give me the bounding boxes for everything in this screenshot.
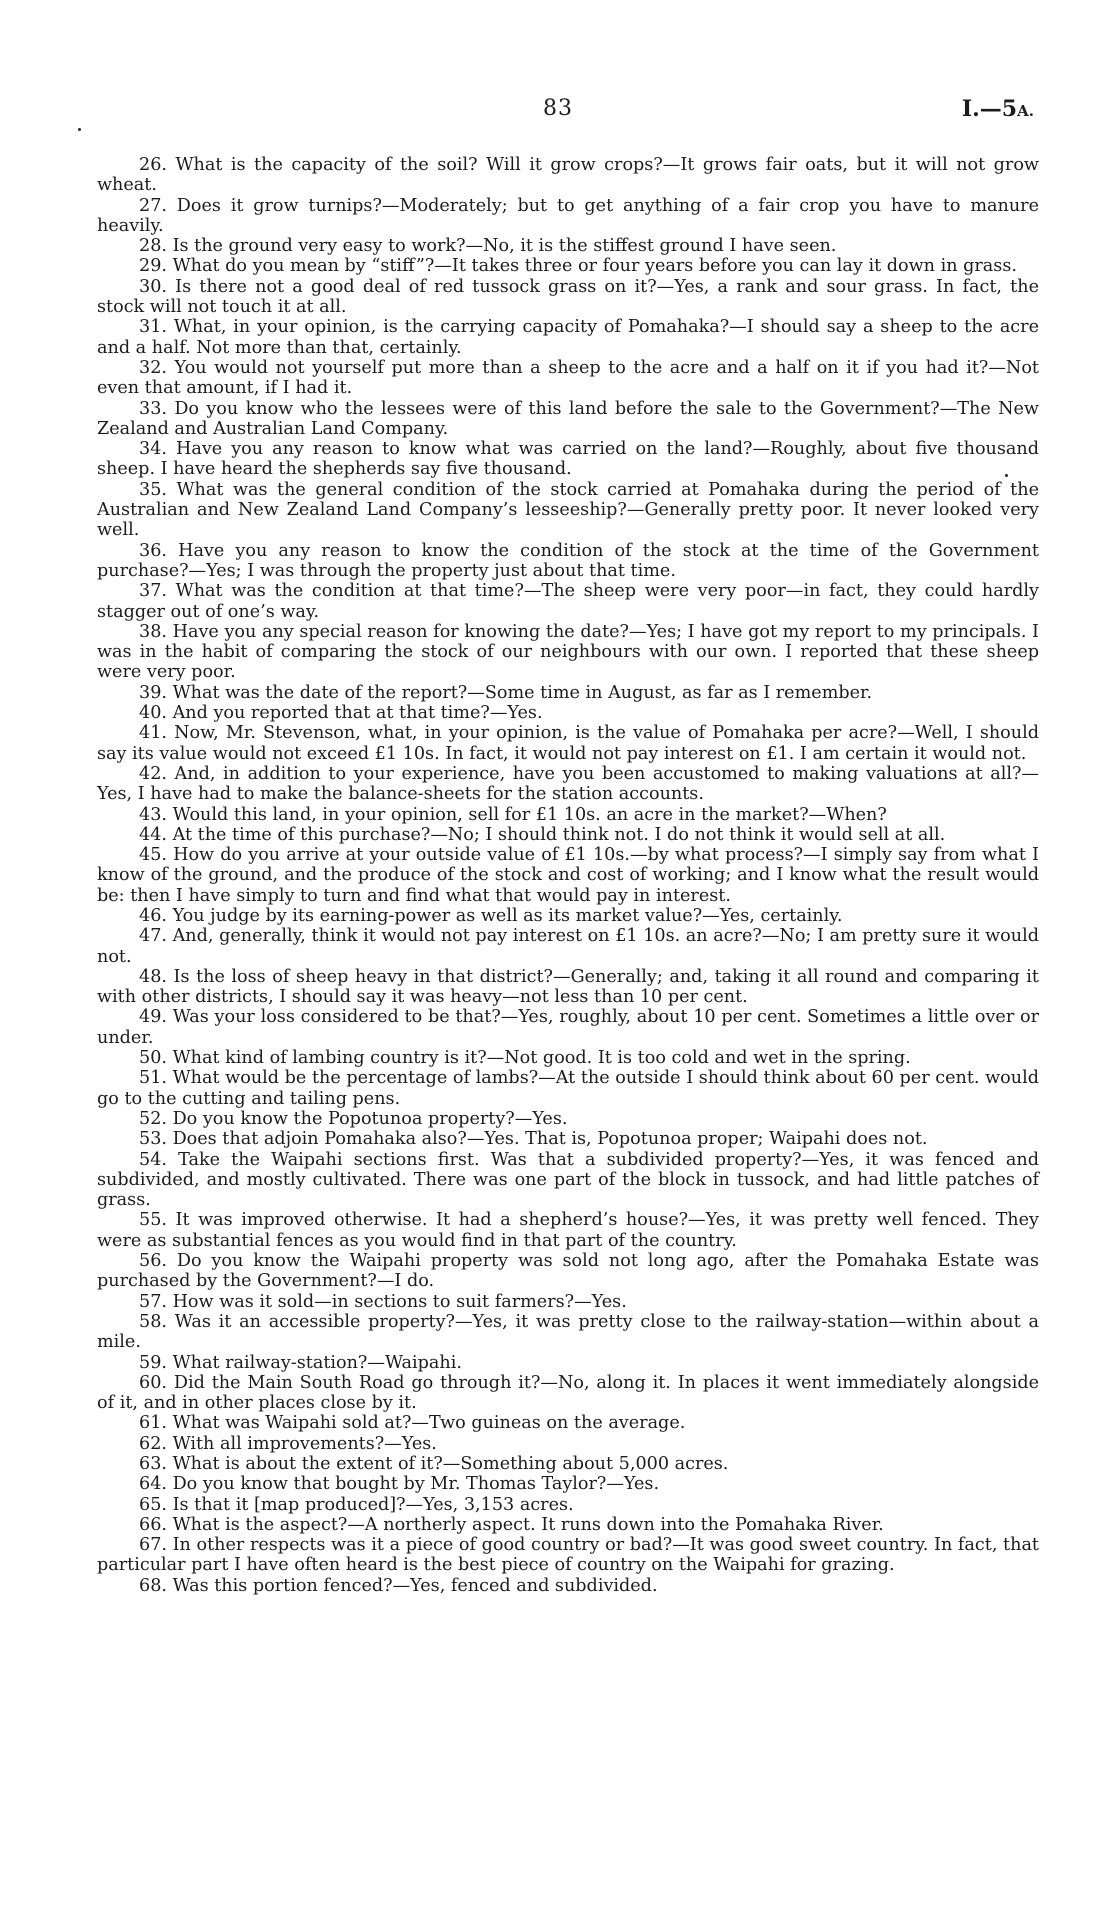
page-header: [0, 96, 1114, 130]
testimony-paragraph: 38. Have you any special reason for knowing the date?—Yes; I have got my report to my principals. I was in the habit of comparing the stock of our neighbours with our own. I reported that these sheep were very poor.: [97, 621, 1039, 683]
document-reference-main: I.—5: [961, 96, 1018, 122]
testimony-paragraph: 41. Now, Mr. Stevenson, what, in your opinion, is the value of Pomahaka per acre?—Well, I should say its value would not exceed £1 10s. In fact, it would not pay interest on £1. I am certain it would not.: [97, 723, 1039, 764]
testimony-paragraph: 53. Does that adjoin Pomahaka also?—Yes. That is, Popotunoa proper; Waipahi does not.: [139, 1129, 928, 1150]
testimony-paragraph: 65. Is that it [map produced]?—Yes, 3,153 acres.: [139, 1494, 574, 1515]
testimony-paragraph: 50. What kind of lambing country is it?—Not good. It is too cold and wet in the spring.: [139, 1048, 911, 1069]
testimony-paragraph: 28. Is the ground very easy to work?—No, it is the stiffest ground I have seen.: [139, 236, 837, 257]
testimony-paragraph: 34. Have you any reason to know what was carried on the land?—Roughly, about five thousand sheep. I have heard the shepherds say five thousand.: [97, 439, 1039, 480]
testimony-paragraph: 67. In other respects was it a piece of good country or bad?—It was good sweet country. In fact, that particular part I have often heard is the best piece of country on the Waipahi for grazing.: [97, 1535, 1039, 1576]
testimony-paragraph: 35. What was the general condition of the stock carried at Pomahaka during the period of the Australian and New Zealand Land Company’s lesseeship?—Generally pretty poor. It never looked very well.: [97, 479, 1039, 541]
testimony-paragraph: 66. What is the aspect?—A northerly aspect. It runs down into the Pomahaka River.: [139, 1514, 884, 1535]
testimony-paragraph: 32. You would not yourself put more than a sheep to the acre and a half on it if you had it?—Not even that amount, if I had it.: [97, 357, 1039, 399]
testimony-paragraph: 43. Would this land, in your opinion, sell for £1 10s. an acre in the market?—When?: [139, 804, 887, 825]
testimony-paragraph: 42. And, in addition to your experience, have you been accustomed to making valuations at all?—Yes, I have had to make the balance-sheets for the station accounts.: [97, 763, 1039, 805]
testimony-paragraph: 31. What, in your opinion, is the carrying capacity of Pomahaka?—I should say a sheep to the acre and a half. Not more than that, certainly.: [97, 317, 1039, 358]
testimony-paragraph: 39. What was the date of the report?—Some time in August, as far as I remember.: [139, 682, 873, 703]
document-reference: [962, 96, 1034, 122]
testimony-paragraph: 57. How was it sold—in sections to suit farmers?—Yes.: [139, 1291, 627, 1312]
testimony-paragraph: 59. What railway-station?—Waipahi.: [139, 1352, 462, 1373]
testimony-paragraph: 40. And you reported that at that time?—Yes.: [139, 703, 543, 724]
testimony-paragraph: 26. What is the capacity of the soil? Will it grow crops?—It grows fair oats, but it will not grow wheat.: [97, 155, 1039, 196]
testimony-body: [97, 155, 1039, 1596]
testimony-paragraph: 63. What is about the extent of it?—Something about 5,000 acres.: [139, 1454, 729, 1474]
testimony-paragraph: 51. What would be the percentage of lambs?—At the outside I should think about 60 per cent. would go to the cutting and tailing pens.: [97, 1068, 1039, 1109]
testimony-paragraph: 55. It was improved otherwise. It had a shepherd’s house?—Yes, it was pretty well fenced. They were as substantial fences as you would find in that part of the country.: [97, 1210, 1039, 1251]
testimony-paragraph: 44. At the time of this purchase?—No; I should think not. I do not think it would sell at all.: [139, 824, 946, 845]
testimony-paragraph: 61. What was Waipahi sold at?—Two guineas on the average.: [139, 1413, 686, 1434]
testimony-paragraph: 30. Is there not a good deal of red tussock grass on it?—Yes, a rank and sour grass. In fact, the stock will not touch it at all.: [97, 276, 1039, 318]
testimony-paragraph: 58. Was it an accessible property?—Yes, it was pretty close to the railway-station—within about a mile.: [97, 1311, 1039, 1353]
testimony-paragraph: 49. Was your loss considered to be that?—Yes, roughly, about 10 per cent. Sometimes a little over or under.: [97, 1007, 1039, 1048]
testimony-paragraph: 56. Do you know the Waipahi property was sold not long ago, after the Pomahaka Estate was purchased by the Government?—I do.: [97, 1251, 1039, 1292]
testimony-paragraph: 37. What was the condition at that time?—The sheep were very poor—in fact, they could hardly stagger out of one’s way.: [97, 581, 1039, 622]
testimony-paragraph: 45. How do you arrive at your outside value of £1 10s.—by what process?—I simply say from what I know of the ground, and the produce of the stock and cost of working; and I know what the result would be: then I have simply to turn and find what that would pay in interest.: [97, 845, 1039, 906]
testimony-paragraph: 54. Take the Waipahi sections first. Was that a subdivided property?—Yes, it was fenced and subdivided, and mostly cultivated. There was one part of the block in tussock, and had little patches of grass.: [97, 1149, 1039, 1211]
testimony-paragraph: 68. Was this portion fenced?—Yes, fenced and subdivided.: [139, 1575, 658, 1596]
document-reference-suffix: A.: [1017, 102, 1034, 120]
testimony-paragraph: 33. Do you know who the lessees were of this land before the sale to the Government?—The New Zealand and Australian Land Company.: [97, 398, 1039, 439]
testimony-paragraph: 64. Do you know that bought by Mr. Thomas Taylor?—Yes.: [139, 1474, 660, 1495]
testimony-paragraph: 27. Does it grow turnips?—Moderately; but to get anything of a fair crop you have to manure heavily.: [97, 195, 1039, 236]
testimony-paragraph: 46. You judge by its earning-power as well as its market value?—Yes, certainly.: [139, 905, 843, 926]
testimony-paragraph: 52. Do you know the Popotunoa property?—Yes.: [139, 1108, 568, 1129]
testimony-paragraph: 47. And, generally, think it would not pay interest on £1 10s. an acre?—No; I am pretty sure it would not.: [97, 926, 1039, 967]
testimony-paragraph: 29. What do you mean by “stiff”?—It takes three or four years before you can lay it down in grass.: [139, 256, 1017, 277]
testimony-paragraph: 60. Did the Main South Road go through it?—No, along it. In places it went immediately alongside of it, and in other places close by it.: [97, 1372, 1039, 1414]
testimony-paragraph: 48. Is the loss of sheep heavy in that district?—Generally; and, taking it all round and comparing it with other districts, I should say it was heavy—not less than 10 per cent.: [97, 966, 1039, 1008]
testimony-paragraph: 36. Have you any reason to know the condition of the stock at the time of the Government purchase?—Yes; I was through the property just about that time.: [97, 540, 1039, 581]
page-number: 83: [543, 96, 573, 121]
testimony-paragraph: 62. With all improvements?—Yes.: [139, 1433, 437, 1454]
stray-print-mark: [78, 128, 81, 131]
